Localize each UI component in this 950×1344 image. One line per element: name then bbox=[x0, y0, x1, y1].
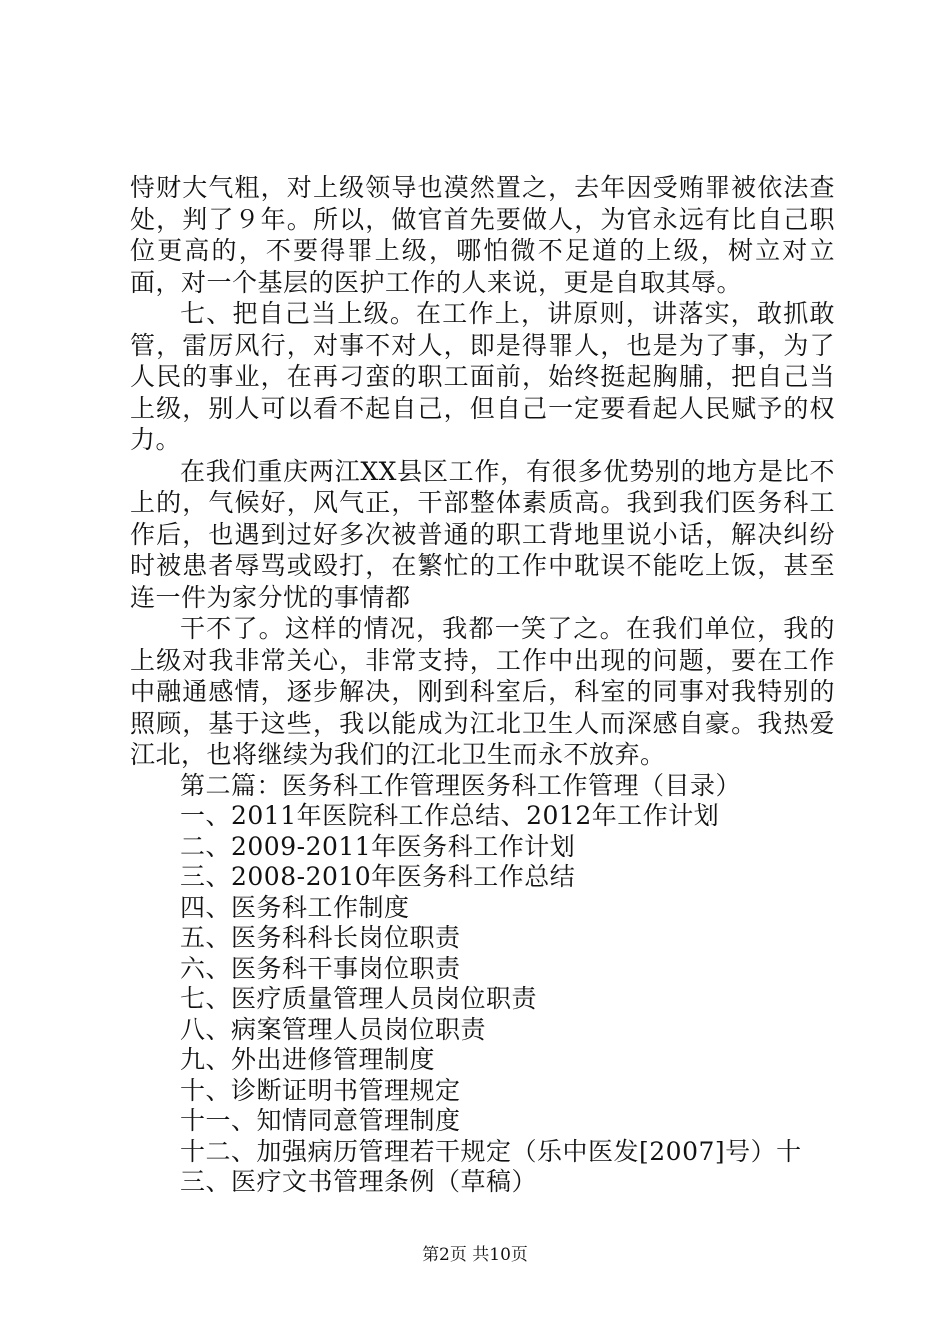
toc-item: 六、医务科干事岗位职责 bbox=[180, 953, 461, 983]
body-paragraph-4: 干不了。这样的情况，我都一笑了之。在我们单位，我的上级对我非常关心，非常支持，工作中出现的问题，要在工作中融通感情，逐步解决，刚到科室后，科室的同事对我特别的照顾，基于这些，我以能成为江北卫生人而深感自豪。我热爱江北，也将继续为我们的江北卫生而永不放弃。 bbox=[130, 614, 835, 769]
toc-item: 九、外出进修管理制度 bbox=[180, 1045, 436, 1074]
toc-item: 二、2009-2011年医务科工作计划 bbox=[180, 831, 576, 861]
table-of-contents bbox=[130, 771, 835, 1198]
page-number-footer: 第2页 共10页 bbox=[422, 1245, 528, 1265]
body-paragraph-3: 在我们重庆两江XX县区工作，有很多优势别的地方是比不上的，气候好，风气正，干部整体素质高。我到我们医务科工作后，也遇到过好多次被普通的职工背地里说小话，解决纠纷时被患者辱骂或殴打，在繁忙的工作中耽误不能吃上饭，甚至连一件为家分忧的事情都 bbox=[130, 456, 835, 612]
toc-item: 一、2011年医院科工作总结、2012年工作计划 bbox=[180, 801, 720, 830]
toc-item: 五、医务科科长岗位职责 bbox=[180, 923, 461, 952]
toc-item: 十、诊断证明书管理规定 bbox=[180, 1075, 461, 1105]
toc-item: 七、医疗质量管理人员岗位职责 bbox=[180, 984, 538, 1013]
toc-item: 八、病案管理人员岗位职责 bbox=[180, 1014, 487, 1044]
toc-item: 四、医务科工作制度 bbox=[180, 892, 410, 922]
body-paragraph-1: 恃财大气粗，对上级领导也漠然置之，去年因受贿罪被依法查处，判了９年。所以，做官首先要做人，为官永远有比自己职位更高的，不要得罪上级，哪怕微不足道的上级，树立对立面，对一个基层的医护工作的人来说，更是自取其辱。 bbox=[130, 173, 835, 297]
toc-item: 三、医疗文书管理条例（草稿） bbox=[180, 1167, 538, 1196]
toc-heading: 第二篇：医务科工作管理医务科工作管理（目录） bbox=[180, 770, 742, 800]
document-body bbox=[130, 172, 835, 1198]
toc-item: 十二、加强病历管理若干规定（乐中医发[2007]号）十 bbox=[180, 1136, 802, 1166]
body-paragraph-2: 七、把自己当上级。在工作上，讲原则，讲落实，敢抓敢管，雷厉风行，对事不对人，即是得罪人，也是为了事，为了人民的事业，在再刁蛮的职工面前，始终挺起胸脯，把自己当上级，别人可以看不起自己，但自己一定要看起人民赋予的权力。 bbox=[130, 299, 835, 454]
toc-item: 十一、知情同意管理制度 bbox=[180, 1106, 461, 1135]
toc-item: 三、2008-2010年医务科工作总结 bbox=[180, 862, 576, 891]
